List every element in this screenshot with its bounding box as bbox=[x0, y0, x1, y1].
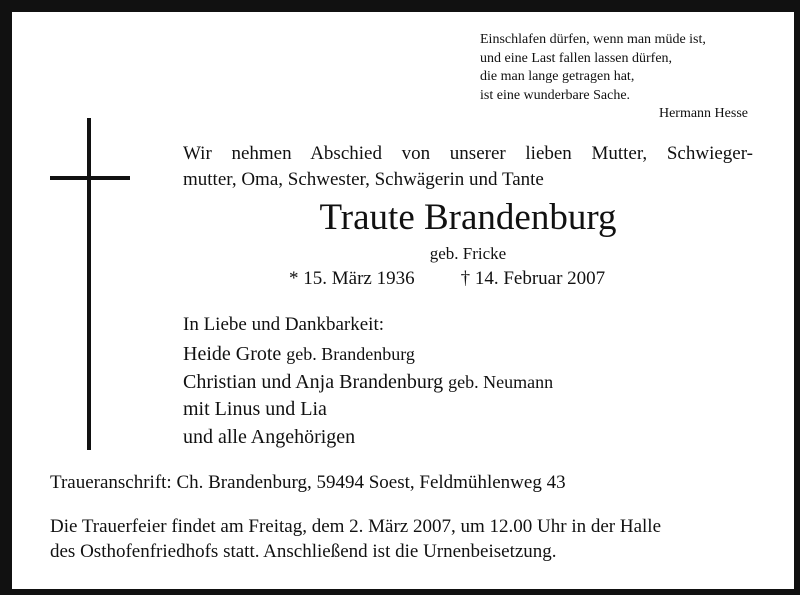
mourning-address: Traueranschrift: Ch. Brandenburg, 59494 Soest, Feldmühlenweg 43 bbox=[50, 472, 566, 493]
farewell-line: Wir nehmen Abschied von unserer lieben Mutter, Schwieger- bbox=[183, 143, 753, 164]
quote-author: Hermann Hesse bbox=[658, 106, 748, 121]
birth-name: geb. Fricke bbox=[429, 244, 507, 263]
death-date: † 14. Februar 2007 bbox=[460, 268, 606, 289]
survivors-list bbox=[183, 341, 553, 451]
quote-line: Einschlafen dürfen, wenn man müde ist, bbox=[480, 32, 706, 47]
cross-vertical-bar bbox=[87, 118, 91, 450]
survivor-entry bbox=[183, 369, 553, 397]
survivor-entry bbox=[183, 341, 553, 369]
life-dates bbox=[289, 266, 605, 292]
survivor-entry: mit Linus und Lia bbox=[183, 398, 327, 420]
gratitude-line: In Liebe und Dankbarkeit: bbox=[183, 314, 385, 335]
farewell-line: mutter, Oma, Schwester, Schwägerin und Tante bbox=[183, 169, 544, 190]
ceremony-notice bbox=[50, 514, 661, 564]
survivor-name: Christian und Anja Brandenburg bbox=[183, 370, 444, 393]
cross-horizontal-bar bbox=[50, 176, 130, 180]
farewell-text bbox=[183, 141, 753, 193]
ceremony-line: Die Trauerfeier findet am Freitag, dem 2. März 2007, um 12.00 Uhr in der Halle bbox=[50, 516, 662, 537]
survivor-birth-name: geb. Brandenburg bbox=[286, 344, 415, 364]
birth-date: * 15. März 1936 bbox=[289, 268, 415, 289]
quote-line: und eine Last fallen lassen dürfen, bbox=[480, 50, 673, 66]
quote-line: die man lange getragen hat, bbox=[480, 69, 635, 84]
hesse-quote bbox=[480, 31, 748, 124]
survivor-entry: und alle Angehörigen bbox=[183, 425, 356, 448]
survivor-birth-name: geb. Neumann bbox=[448, 371, 554, 392]
ceremony-line: des Osthofenfriedhofs statt. Anschließend ist die Urnenbeisetzung. bbox=[50, 541, 557, 562]
deceased-name: Traute Brandenburg bbox=[319, 197, 617, 238]
quote-line: ist eine wunderbare Sache. bbox=[480, 87, 631, 103]
survivor-name: Heide Grote bbox=[183, 343, 282, 365]
